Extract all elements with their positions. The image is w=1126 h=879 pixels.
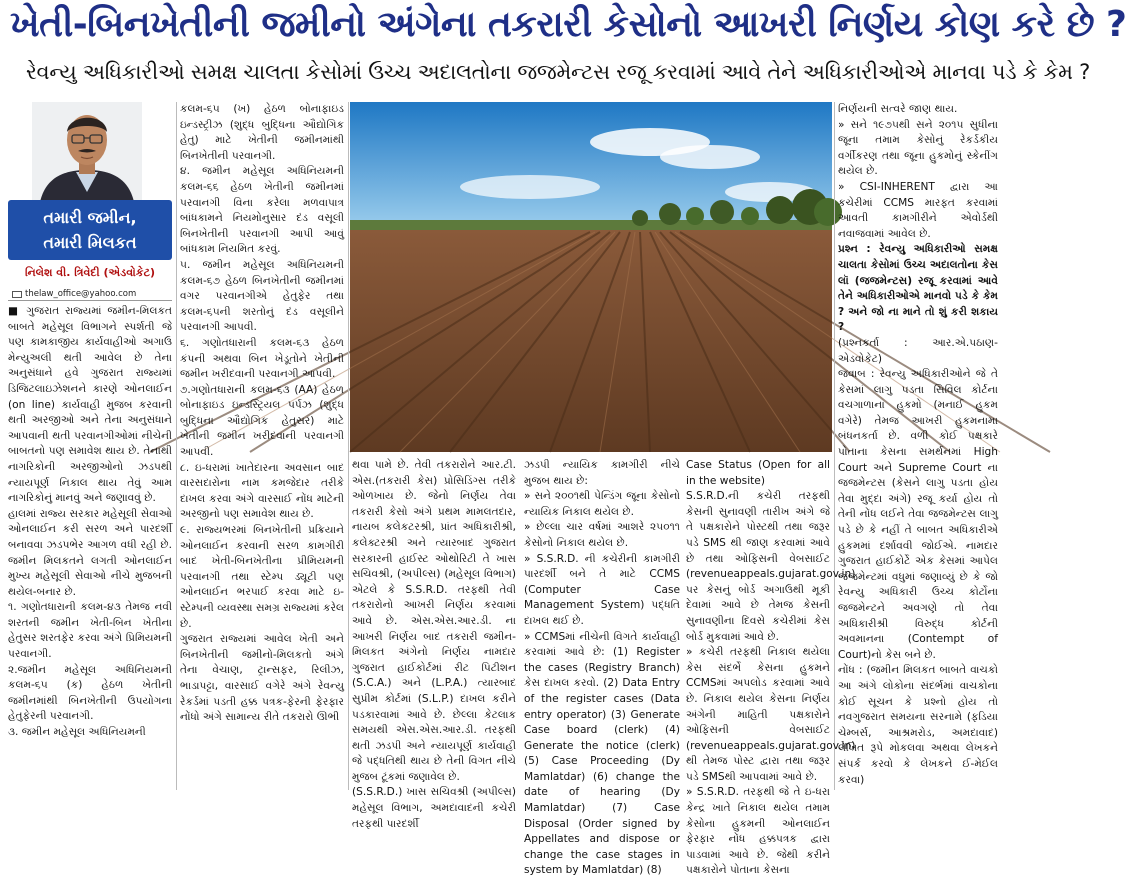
note-paragraph: નોંધ : (જમીન મિલકત બાબતે વાચકો આ અંગે લોકોના સંદર્ભમાં વાચકોના કોઈ સૂચન કે પ્રશ્નો હોય તો નવગુજરાત સમયના સરનામે (ફડિયા ચેમ્બર્સ, આશ્રમરોડ, અમદાવાદ) લેખિત રૂપે મોકલવા અથવા લેખકને સંપર્ક કરવો કે લેખકને ઈ-મેઈલ કરવા) [838, 664, 998, 786]
farmland-photo [350, 102, 832, 452]
author-box [8, 102, 172, 299]
paragraph: ■ ગુજરાત રાજ્યમાં જમીન-મિલકત બાબતે મહેસૂલ વિભાગને સ્પર્શતી જે પણ કામકાજીય કાર્યવાહીઓ અગાઉ મેન્યુઅલી થતી આવેલ છે તેના અનુસંધાને હવે ગુજરાત રાજ્યમાં ડિજિટલાઇઝેશનને કારણે ઓનલાઈન (on line) કાર્યવાહી મુજબ કરવાની થતી અરજીઓ અને તેના અનુસંધાને આપવાની થતી પરવાનગીઓમાં નીચેની બાબતનો પણ સમાવેશ થાય છે. તેનાથી નાગરિકોની અરજીઓનો ઝડપથી ન્યાયપૂર્ણ નિકાલ થાય તેવું આમ નાગરિકોનું માનવું અને જણાવવું છે. [8, 305, 172, 505]
author-photo [32, 102, 142, 202]
paragraph: ૮. ઇ-ધરામાં ખાતેદારના અવસાન બાદ વારસદારોના નામ કમજેદાર તરીકે દાખલ કરવા અંગે વારસાઈ નોંધ માટેની અરજીનો પણ સમાવેશ થાય છે. [180, 461, 344, 521]
paragraph: » છેલ્લા ચાર વર્ષમાં આશરે ૨૫૦૧૧ કેસોનો નિકાલ થયેલ છે. [524, 521, 680, 549]
divider [8, 300, 172, 301]
paragraph: S.S.R.D.ની કચેરી તરફથી કેસની સુનાવણી તારીખ અંગે જે તે પક્ષકારોને પોસ્ટથી તથા જરૂર પડે SMS થી જાણ કરવામાં આવે છે તથા ઓફિસની વેબસાઈટ (revenueappeals.gujarat.gov.in) પર કેસનું બોર્ડ અગાઉથી મૂકી દેવામાં આવે છે તેમજ કેસની સુનાવણીના દિવસે કચેરીમાં કેસ બોર્ડ મુકવામાં આવે છે. [686, 490, 856, 643]
column-divider [348, 102, 349, 790]
mail-icon [12, 291, 22, 298]
author-email-row [12, 289, 136, 299]
column-divider [834, 102, 835, 790]
paragraph: નિર્ણયની સત્વરે જાણ થાય. [838, 103, 958, 115]
paragraph: ૭.ગણોતધારાની કલમ-૬૩ (AA) હેઠળ બોનાફાઇડ ઇન્ડસ્ટ્રિયલ પર્પઝ (શુદ્ધ બુદ્ધિના ઔદ્યોગિક હેતુસર) માટે ખેતીની જમીન ખરીદવાની પરવાનગી આપવી. [180, 383, 344, 459]
answer-paragraph: જવાબ : રેવન્યુ અધિકારીઓને જે તે કેસમાં લાગુ પડતા સિવિલ કોર્ટના વચગાળાના હુકમો (મનાઈ હુકમ વગેરે) તેમજ આખરી હુકમનામા બંધનકર્તા છે. વળી કોઈ પક્ષકારે પોતાના કેસના સમર્થનમાં High Court અને Supreme Court ના જજમેન્ટસ (કેસને લાગુ પડતા હોય તેવા મુદ્દા અંગે) રજૂ કર્યા હોય તો તેની નોંધ લઈને તેવા જજમેન્ટસ લાગુ પડે છે કે નહીં તે બાબત અધિકારીએ હુકમમાં દર્શાવવી જોઈએ. નામદાર ગુજરાત હાઈકોર્ટે એક કેસમાં આપેલ જજમેન્ટમાં વધુમાં જણાવ્યું છે કે જો રેવન્યુ અધિકારી ઉચ્ચ કોર્ટોના જજમેન્ટને અવગણે તો તેવા અધિકારીશ્રી વિરુદ્ધ કોર્ટની અવમાનના (Contempt of Court)નો કેસ બને છે. [838, 368, 998, 661]
paragraph: » કચેરી તરફથી નિકાલ થયેલા કેસ સંદર્ભે કેસના હુકમને CCMSમાં અપલોડ કરવામાં આવે છે. નિકાલ થયેલ કેસના નિર્ણય અંગેની માહિતી પક્ષકારોને ઓફિસની વેબસાઈટ (revenueappeals.gujarat.gov.in) થી તેમજ પોસ્ટ દ્વારા તથા જરૂર પડે SMSથી આપવામાં આવે છે. [686, 646, 856, 783]
column-divider [176, 102, 177, 790]
paragraph: ૩. જમીન મહેસૂલ અધિનિયમની [8, 726, 146, 739]
article-column-6 [838, 102, 998, 790]
paragraph: ૪. જમીન મહેસૂલ અધિનિયમની કલમ-૬૬ હેઠળ ખેતીની જમીનમાં પરવાનગી વિના કરેલા મળવાપાત્ર બાંધકામને નિયમોનુસાર દંડ વસૂલી બિનખેતીની પરવાનગી આપી આવું બાંધકામ નિયમિત કરવું. [180, 165, 344, 256]
paragraph: ૫. જમીન મહેસૂલ અધિનિયમની કલમ-૬૭ હેઠળ બિનખેતીની જમીનમાં વગર પરવાનગીએ હેતુફેર તથા કલમ-૬૫ની શરતોનું દંડ વસૂલીને પરવાનગી આપવી. [180, 258, 344, 334]
paragraph: ૯. રાજ્યભરમાં બિનખેતીની પ્રક્રિયાને ઓનલાઈન કરવાની સરળ કામગીરી બાદ ખેતી-બિનખેતીના પ્રીમિયમની પરવાનગી તથા સ્ટેમ્પ ડ્યૂટી પણ ઓનલાઈન ભરપાઈ કરવા માટે ઇ-સ્ટેમ્પની વ્યવસ્થા સમગ્ર રાજ્યમાં કરેલ છે. [180, 524, 344, 630]
paragraph: » S.S.R.D. તરફથી જે તે ઇ-ધરા કેન્દ્ર ખાતે નિકાલ થયેલ તમામ કેસોના હુકમની ઓનલાઈન ફેરફાર નોંધ હક્કપત્રક દ્વારા પાડવામાં આવે છે. જેથી કરીને પક્ષકારોને પોતાના કેસના [686, 786, 830, 877]
paragraph: » CCMSમાં નીચેની વિગતે કાર્યવાહી કરવામાં આવે છે: (1) Register the cases (Registry Branch) કેસ દાખલ કરવો. (2) Data Entry of the register cases (Data entry operator) (3) Generate Case board (clerk) (4) Generate the notice (clerk) (5) Case Proceeding (Dy Mamlatdar) (6) change the date of hearing (Dy Mamlatdar) (7) Case Disposal (Order signed by Appellates and dispose or change the case stages in system by Mamlatdar) (8) [524, 630, 680, 877]
paragraph: » S.S.R.D. ની કચેરીની કામગીરી પારદર્શી બને તે માટે CCMS (Computer Case Management System) પદ્ધતિ દાખલ થઈ છે. [524, 552, 680, 627]
paragraph: » સને ૨૦૦૧થી પેન્ડિંગ જૂના કેસોનો ન્યાયિક નિકાલ થયેલ છે. [524, 490, 680, 518]
question-paragraph: પ્રશ્ન : રેવન્યુ અધિકારીઓ સમક્ષ ચાલતા કેસોમાં ઉચ્ચ અદાલતોના કેસ લૉ (જજમેન્ટસ) રજૂ કરવામાં આવે તેને અધિકારીઓએ માનવો પડે કે કેમ ? અને જો ના માને તો શું કરી શકાય ? [838, 243, 998, 334]
column-title-line2: તમારી મિલકત [43, 233, 137, 252]
questioner: (પ્રશ્નકર્તા : આર.એ.પઠાણ-એડવોકેટ) [838, 336, 998, 365]
headline: ખેતી-બિનખેતીની જમીનો અંગેના તકરારી કેસોનો આખરી નિર્ણય કોણ કરે છે ? [10, 4, 1126, 45]
article-column-4 [524, 458, 680, 877]
paragraph: Case Status (Open for all in the website) [686, 459, 830, 487]
column-title-banner [8, 200, 172, 260]
article-column-3 [352, 458, 516, 830]
article-column-5 [686, 458, 856, 877]
paragraph: હાલમાં રાજ્ય સરકાર મહેસૂલી સેવાઓ ઓનલાઈન કરી સરળ અને પારદર્શી બનાવવા ઝડપભેર આગળ વધી રહી છે. જમીન મિલકતને લગતી ઓનલાઈન મુખ્ય મહેસૂલી સેવાઓ નીચે મુજબની થયેલ-બનાર છે. [8, 507, 172, 598]
paragraph: કલમ-૬૫ (ખ) હેઠળ બોનાફાઇડ ઇન્ડસ્ટ્રીઝ (શુદ્ધ બુદ્ધિના ઔદ્યોગિક હેતુ) માટે ખેતીની જમીનમાંથી બિનખેતીની પરવાનગી. [180, 103, 344, 162]
paragraph: » CSI-INHERENT દ્વારા આ કચેરીમાં CCMS મારફત કરવામાં આવતી કામગીરીને એવોર્ડથી નવાજવામાં આવેલ છે. [838, 180, 998, 240]
author-byline: નિલેશ વી. ત્રિવેદી (એડવોકેટ) [24, 266, 155, 279]
paragraph: ઝડપી ન્યાયિક કામગીરી નીચે મુજબ થાય છે: [524, 459, 680, 487]
paragraph: ૧. ગણોતધારાની કલમ-૪૩ તેમજ નવી શરતની જમીન ખેતી-બિન ખેતીના હેતુસર શરતફેર કરવા અંગે પ્રિમિયમની પરવાનગી. [8, 601, 172, 661]
paragraph: ૨.જમીન મહેસૂલ અધિનિયમની કલમ-૬૫ (ક) હેઠળ ખેતીની જમીનમાંથી બિનખેતીની ઉપયોગના હેતુફેરની પરવાનગી. [8, 663, 172, 723]
paragraph: થવા પામે છે. તેવી તકરારોને આર.ટી. એસ.(તકરારી કેસ) પ્રોસિડિંગ્સ તરીકે ઓળખાય છે. જેનો નિર્ણય તેવા તકરારી કેસો અંગે પ્રથમ મામલતદાર, નાયબ કલેકટરશ્રી, પ્રાંત અધિકારીશ્રી, કલેક્ટરશ્રી અને ત્યારબાદ ગુજરાત સરકારની હાઈસ્ટ ઓથોરિટી તે ખાસ સચિવશ્રી, (અપીલ્સ) (મહેસૂલ વિભાગ) એટલે કે S.S.R.D. તરફથી તેવી તકરારોનો આખરી નિર્ણય કરવામાં આવે છે. એસ.એસ.આર.ડી. ના આખરી નિર્ણય બાદ તકરારી જમીન-મિલકત અંગેનો નિર્ણય નામદાર ગુજરાત હાઈકોર્ટમાં રીટ પિટીશન (S.C.A.) અને (L.P.A.) ત્યારબાદ સુપ્રીમ કોર્ટમાં (S.L.P.) દાખલ કરીને પડકારવામાં આવે છે. છેલ્લા કેટલાક સમયથી એસ.એસ.આર.ડી. તરફથી થતી ઝડપી અને ન્યાયપૂર્ણ કાર્યવાહી જે પદ્ધતિથી થાય છે તેની વિગત નીચે મુજબ ટૂંકમાં જણાવેલ છે. [352, 459, 516, 783]
author-email: thelaw_office@yahoo.com [25, 289, 137, 299]
paragraph: (S.S.R.D.) ખાસ સચિવશ્રી (અપીલ્સ) મહેસૂલ વિભાગ, અમદાવાદની કચેરી તરફથી પારદર્શી [352, 786, 516, 830]
article-column-1 [8, 304, 172, 790]
paragraph: ગુજરાત રાજ્યમાં આવેલ ખેતી અને બિનખેતીની જમીનો-મિલકતો અંગે તેના વેચાણ, ટ્રાન્સફર, રિલીઝ, ભાડાપટ્ટા, વારસાઈ વગેરે અંગે રેવન્યુ રેકર્ડમાં પડતી હક્ક પત્રક-ફેરની ફેરફાર નોંધો અંગે સામાન્ય રીતે તકરારો ઊભી [180, 633, 344, 724]
subheadline: રેવન્યુ અધિકારીઓ સમક્ષ ચાલતા કેસોમાં ઉચ્ચ અદાલતોના જજમેન્ટસ રજૂ કરવામાં આવે તેને અધિકારીઓએ માનવા પડે કે કેમ ? [26, 60, 1090, 84]
article-column-2 [180, 102, 344, 790]
column-title-line1: તમારી જમીન, [43, 208, 137, 227]
paragraph: » સને ૧૯૭૫થી સને ૨૦૧૫ સુધીના જૂના તમામ કેસોનું રેકર્ડકીય વર્ગીકરણ તથા જૂના હુકમોનું સ્કેનીંગ થયેલ છે. [838, 118, 998, 178]
paragraph: ૬. ગણોતધારાની કલમ-૬૩ હેઠળ કંપની અથવા બિન ખેડૂતોને ખેતીની જમીન ખરીદવાની પરવાનગી આપવી. [180, 336, 344, 381]
